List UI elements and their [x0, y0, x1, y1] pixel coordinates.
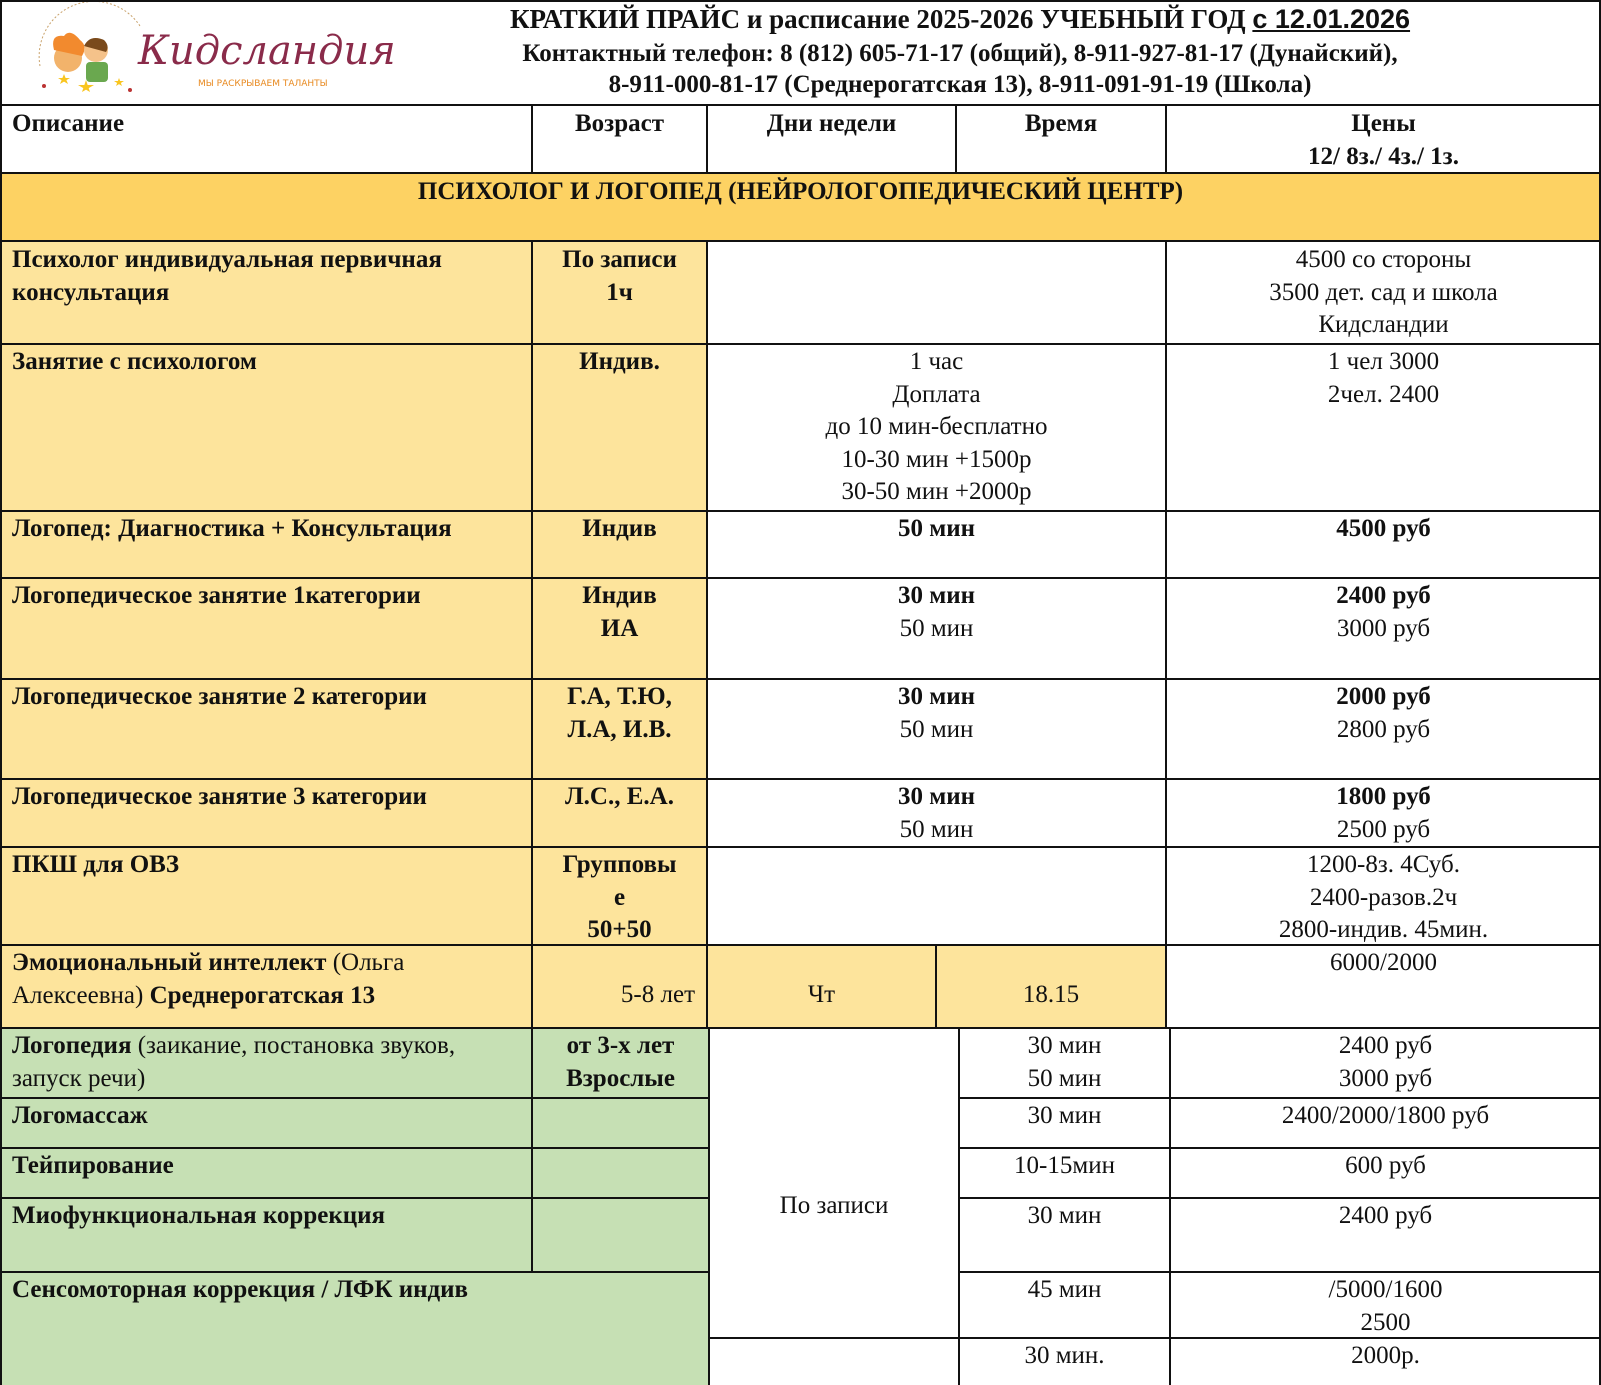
service-age — [532, 1198, 709, 1272]
table-border — [0, 1147, 709, 1149]
service-price: 600 руб — [1345, 1152, 1426, 1179]
table-border — [958, 1027, 960, 1385]
service-price: 6000/2000 — [1330, 949, 1437, 976]
service-description: Логопедическое занятие 3 категории — [0, 779, 532, 847]
service-age: Групповы е 50+50 — [532, 847, 707, 945]
service-time: 30 мин. — [1024, 1342, 1105, 1369]
schedule-primary: 30 мин — [897, 582, 976, 609]
service-time: 30 мин — [1027, 1102, 1102, 1129]
table-border — [0, 510, 1601, 512]
service-age: По записи 1ч — [532, 242, 707, 344]
table-border — [0, 577, 1601, 579]
price-secondary: 2500 руб — [1336, 815, 1431, 843]
logo-name: Кидсландия — [138, 28, 396, 74]
service-schedule — [707, 779, 1166, 847]
table-border — [0, 0, 2, 1385]
table-border — [1169, 1027, 1171, 1385]
table-border — [959, 1097, 1601, 1099]
price-primary: 2400 руб — [1336, 582, 1431, 609]
service-price — [1166, 578, 1601, 679]
service-price: 4500 со стороны 3500 дет. сад и школа Кидсландии — [1269, 246, 1498, 338]
service-price: 2400/2000/1800 руб — [1281, 1102, 1490, 1129]
price-title-text: КРАТКИЙ ПРАЙС и расписание 2025-2026 УЧЕБНЫЙ ГОД — [509, 4, 1253, 34]
service-schedule — [707, 242, 1166, 344]
price-primary: 1800 руб — [1336, 783, 1431, 810]
service-age: Л.С., Е.А. — [532, 779, 707, 847]
table-border — [708, 1027, 710, 1385]
service-age: Индив. — [532, 344, 707, 511]
contacts-line-2: 8-911-000-81-17 (Среднерогатская 13), 8-911-091-91-19 (Школа) — [608, 71, 1312, 98]
service-time: 10-15мин — [1014, 1152, 1115, 1179]
service-age: Г.А, Т.Ю, Л.А, И.В. — [532, 679, 707, 779]
service-schedule — [707, 578, 1166, 679]
contacts-line-1: Контактный телефон: 8 (812) 605-71-17 (общий), 8-911-927-81-17 (Дунайский), — [522, 40, 1398, 67]
service-description — [0, 945, 532, 1028]
section-title: ПСИХОЛОГ И ЛОГОПЕД (НЕЙРОЛОГОПЕДИЧЕСКИЙ ЦЕНТР) — [0, 174, 1601, 240]
price-title — [360, 4, 1560, 35]
schedule-secondary: 50 мин — [899, 815, 974, 843]
schedule-secondary: 50 мин — [899, 614, 974, 642]
table-border — [706, 104, 708, 174]
service-description: Логомассаж — [0, 1098, 532, 1148]
service-schedule — [707, 679, 1166, 779]
service-schedule: По записи — [779, 1192, 889, 1220]
price-primary: 2000 руб — [1336, 683, 1431, 710]
column-header-prices: Цены 12/ 8з./ 4з./ 1з. — [1308, 110, 1459, 170]
service-schedule — [707, 847, 1166, 945]
table-border — [0, 944, 1601, 946]
table-border — [0, 343, 1601, 345]
service-price: 1 чел 3000 2чел. 2400 — [1327, 348, 1440, 408]
table-border — [0, 1027, 1601, 1029]
service-price: 2400 руб 3000 руб — [1338, 1032, 1433, 1092]
page-header — [0, 0, 1601, 104]
service-age — [532, 1148, 709, 1198]
service-description: Миофункциональная коррекция — [0, 1198, 532, 1272]
service-price — [1166, 779, 1601, 847]
table-border — [0, 0, 1601, 2]
service-description: Психолог индивидуальная первичная консультация — [0, 242, 532, 344]
table-border — [0, 240, 1601, 242]
logo-graphic-icon — [30, 6, 396, 102]
logo-tagline: МЫ РАСКРЫВАЕМ ТАЛАНТЫ — [198, 79, 328, 89]
service-price: /5000/1600 2500 — [1328, 1276, 1443, 1336]
table-border — [0, 846, 1601, 848]
service-price: 4500 руб — [1336, 515, 1431, 542]
service-time: 45 мин — [1027, 1276, 1102, 1303]
kidslandia-logo — [30, 6, 396, 102]
desc-bold: Логопедия — [12, 1032, 132, 1059]
price-secondary: 2800 руб — [1336, 715, 1431, 743]
table-border — [959, 1197, 1601, 1199]
desc-address: Среднерогатская 13 — [149, 981, 376, 1009]
service-description: Тейпирование — [0, 1148, 532, 1198]
service-age: от 3-х лет Взрослые — [532, 1028, 709, 1098]
table-border — [0, 104, 1601, 106]
column-header-time: Время — [1024, 110, 1098, 137]
service-description: Сенсомоторная коррекция / ЛФК индив — [0, 1272, 709, 1385]
table-border — [0, 1197, 709, 1199]
desc-bold: Эмоциональный интеллект — [12, 949, 327, 976]
table-border — [0, 1271, 709, 1273]
service-schedule: 50 мин — [897, 515, 976, 542]
service-price: 1200-8з. 4Суб. 2400-разов.2ч 2800-индив. 45мин. — [1278, 851, 1489, 943]
table-border — [531, 240, 533, 1272]
service-description: Логопед: Диагностика + Консультация — [0, 511, 532, 578]
price-secondary: 3000 руб — [1336, 614, 1431, 642]
service-time: 18.15 — [936, 945, 1166, 1028]
service-schedule: 1 час Доплата до 10 мин-бесплатно 10-30 мин +1500р 30-50 мин +2000р — [825, 348, 1048, 505]
table-border — [935, 944, 937, 1028]
desc-note: (заикание, постановка звуков, запуск речи) — [12, 1032, 456, 1092]
desc-note: (Ольга Алексеевна) — [12, 949, 405, 1009]
column-header-description: Описание — [12, 110, 125, 137]
schedule-secondary: 50 мин — [899, 715, 974, 743]
price-title-date: с 12.01.2026 — [1252, 4, 1411, 34]
service-description: ПКШ для ОВЗ — [0, 847, 532, 945]
service-age — [532, 1098, 709, 1148]
table-border — [1165, 104, 1167, 174]
table-border — [531, 104, 533, 174]
service-age: Индив — [532, 511, 707, 578]
table-border — [955, 104, 957, 174]
service-time: 30 мин — [1027, 1202, 1102, 1229]
column-header-days: Дни недели — [766, 110, 897, 137]
table-border — [0, 172, 1601, 174]
column-header-age: Возраст — [574, 110, 664, 137]
table-border — [0, 678, 1601, 680]
service-time: 30 мин 50 мин — [1027, 1032, 1102, 1092]
service-description: Логопедическое занятие 2 категории — [0, 679, 532, 779]
service-price: 2400 руб — [1338, 1202, 1433, 1229]
table-border — [959, 1271, 1601, 1273]
table-border — [1165, 240, 1167, 1028]
table-border — [709, 1337, 1601, 1339]
service-price: 2000р. — [1351, 1342, 1420, 1369]
service-day: Чт — [707, 945, 936, 1028]
table-border — [959, 1147, 1601, 1149]
table-border — [0, 778, 1601, 780]
service-description: Занятие с психологом — [0, 344, 532, 511]
service-price — [1166, 679, 1601, 779]
table-border — [706, 240, 708, 1028]
service-age: Индив ИА — [532, 578, 707, 679]
service-age: 5-8 лет — [532, 945, 707, 1028]
schedule-primary: 30 мин — [897, 683, 976, 710]
service-description: Логопедическое занятие 1категории — [0, 578, 532, 679]
table-border — [0, 1097, 709, 1099]
schedule-primary: 30 мин — [897, 783, 976, 810]
service-description — [0, 1028, 532, 1098]
